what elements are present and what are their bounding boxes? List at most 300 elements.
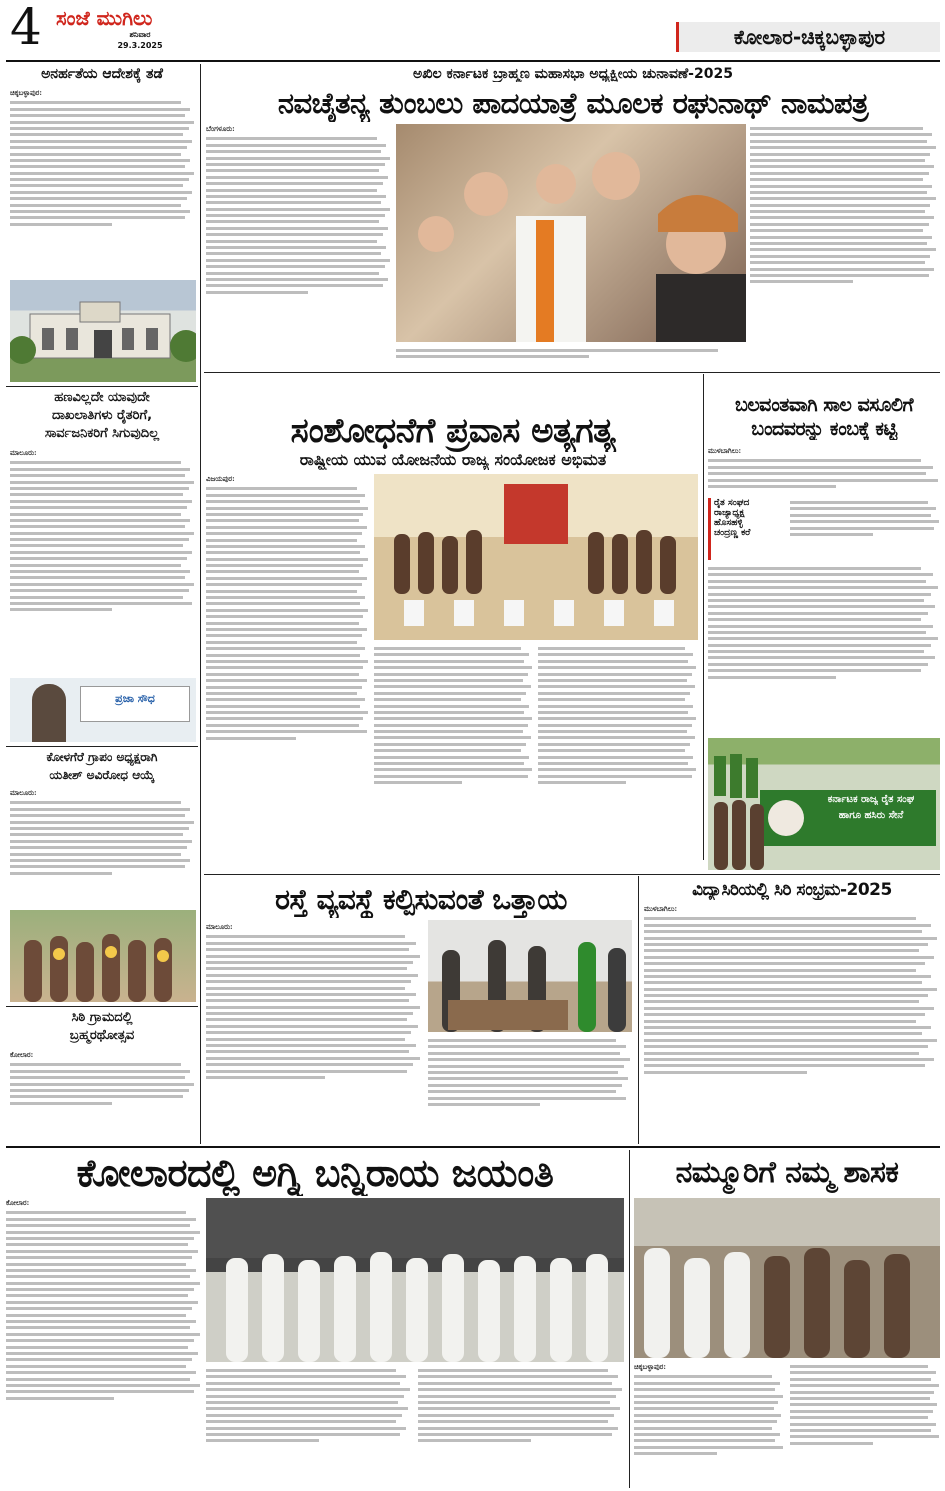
text-line (708, 669, 921, 672)
story1-dateline: ಚಿಕ್ಕಬಳ್ಳಾಪುರ: (10, 88, 42, 97)
text-line (428, 1077, 628, 1080)
text-line (6, 1346, 188, 1349)
text-line (206, 942, 416, 945)
text-line (10, 133, 183, 136)
text-line (374, 705, 529, 708)
text-line (206, 1375, 406, 1378)
text-line (644, 1000, 919, 1003)
text-line (206, 272, 379, 275)
lead-text-2 (396, 349, 746, 358)
lead-kicker: ಅಖಿಲ ಕರ್ನಾಟಕ ಬ್ರಾಹ್ಮಣ ಮಹಾಸಭಾ ಅಧ್ಯಕ್ಷೀಯ ಚುನಾವಣೆ-2025 (413, 66, 733, 82)
story1-headline: ಅನರ್ಹತೆಯ ಆದೇಶಕ್ಕೆ ತಡೆ (41, 66, 163, 82)
shasaka-body-left (634, 1362, 784, 1488)
text-line (644, 1064, 925, 1067)
text-line (644, 975, 931, 978)
text-line (10, 872, 112, 875)
text-line (10, 519, 190, 522)
text-line (6, 1269, 196, 1272)
text-line (10, 204, 181, 207)
text-line (418, 1369, 608, 1372)
text-line (644, 1052, 919, 1055)
text-line (708, 625, 933, 628)
text-line (10, 223, 112, 226)
issue-date: 29.3.2025 (117, 41, 163, 50)
text-line (644, 1058, 934, 1061)
text-line (206, 201, 381, 204)
text-line (790, 507, 936, 510)
vidyasiri-text (644, 917, 940, 1073)
text-line (634, 1414, 781, 1417)
text-line (374, 685, 531, 688)
loan-text-2 (790, 501, 940, 536)
story2-headline-3: ಸಾರ್ವಜನಿಕರಿಗೆ ಸಿಗುವುದಿಲ್ಲ (44, 426, 160, 441)
text-line (374, 743, 526, 746)
text-line (538, 781, 626, 784)
crowd-meeting-illustration (634, 1198, 940, 1358)
text-line (6, 1358, 192, 1361)
text-line (750, 146, 936, 149)
text-line (644, 924, 931, 927)
text-line (10, 487, 189, 490)
text-line (634, 1407, 774, 1410)
text-line (750, 191, 927, 194)
text-line (206, 673, 359, 676)
text-line (6, 1250, 198, 1253)
text-line (10, 184, 183, 187)
text-line (206, 730, 367, 733)
text-line (790, 533, 873, 536)
text-line (6, 1365, 186, 1368)
text-line (644, 981, 922, 984)
story3-group-photo (10, 910, 196, 1002)
text-line (10, 210, 190, 213)
text-line (538, 717, 696, 720)
loan-text-1 (708, 459, 940, 488)
text-line (374, 679, 523, 682)
text-line (206, 1050, 409, 1053)
text-line (790, 520, 939, 523)
text-line (644, 1020, 916, 1023)
loan-text-3 (708, 567, 940, 679)
text-line (6, 1397, 114, 1400)
text-line (538, 647, 685, 650)
office-meeting-illustration (428, 920, 632, 1032)
story4-text (10, 1063, 196, 1104)
text-line (708, 459, 921, 462)
text-line (418, 1382, 612, 1385)
text-line (634, 1395, 783, 1398)
text-line (428, 1090, 616, 1093)
youth-body-left (206, 474, 370, 858)
text-line (538, 768, 696, 771)
text-line (6, 1314, 186, 1317)
text-line (538, 705, 693, 708)
text-line (206, 698, 365, 701)
text-line (538, 756, 693, 759)
pullquote-line-4: ಚಂದ್ರಣ್ಣ ಕರೆ (714, 528, 751, 538)
text-line (634, 1388, 775, 1391)
text-line (6, 1390, 194, 1393)
road-dateline: ಮಾಲೂರು: (206, 922, 233, 931)
text-line (10, 859, 190, 862)
story2-dateline: ಮಾಲೂರು: (10, 448, 37, 457)
text-line (10, 216, 185, 219)
text-line (206, 1018, 407, 1021)
text-line (538, 724, 692, 727)
text-line (6, 1288, 194, 1291)
text-line (790, 501, 928, 504)
text-line (790, 1403, 937, 1406)
story3-headline-1: ಕೋಳಗೆರೆ ಗ್ರಾಪಂ ಅಧ್ಯಕ್ಷರಾಗಿ (46, 750, 158, 764)
text-line (634, 1427, 772, 1430)
text-line (206, 227, 388, 230)
text-line (418, 1375, 618, 1378)
lead-body-below (396, 346, 746, 368)
banner-text-1: ಕರ್ನಾಟಕ ರಾಜ್ಯ ರೈತ ಸಂಘ (827, 794, 915, 805)
text-line (708, 631, 926, 634)
text-line (206, 935, 405, 938)
text-line (206, 195, 386, 198)
group-photo-illustration (374, 474, 698, 640)
text-line (10, 101, 181, 104)
text-line (206, 980, 411, 983)
text-line (10, 827, 189, 830)
text-line (206, 278, 388, 281)
text-line (428, 1052, 620, 1055)
text-line (206, 1414, 402, 1417)
text-line (10, 1102, 112, 1105)
text-line (708, 676, 836, 679)
agni-dateline: ಕೋಲಾರ: (6, 1198, 30, 1207)
text-line (418, 1427, 618, 1430)
text-line (750, 280, 853, 283)
text-line (10, 1089, 189, 1092)
road-text-1 (206, 935, 422, 1079)
text-line (790, 1410, 933, 1413)
text-line (374, 666, 532, 669)
text-line (708, 644, 931, 647)
text-line (206, 252, 381, 255)
text-line (206, 705, 360, 708)
agni-headline: ಕೋಲಾರದಲ್ಲಿ ಅಗ್ನಿ ಬನ್ನಿರಾಯ ಜಯಂತಿ (76, 1151, 554, 1195)
text-line (750, 216, 934, 219)
text-line (790, 1442, 873, 1445)
youth-text-1 (206, 487, 370, 739)
text-line (10, 532, 194, 535)
text-line (538, 679, 687, 682)
text-line (206, 1401, 398, 1404)
lead-photo (396, 124, 746, 342)
text-line (10, 583, 194, 586)
youth-headline: ಸಂಶೋಧನೆಗೆ ಪ್ರವಾಸ ಅತ್ಯಗತ್ಯ (290, 411, 616, 451)
text-line (374, 736, 531, 739)
youth-subhead: ರಾಷ್ಟ್ರೀಯ ಯುವ ಯೋಜನೆಯ ರಾಜ್ಯ ಸಂಯೋಜಕ ಅಭಿಮತ (299, 450, 607, 469)
lead-body-right (750, 124, 938, 368)
text-line (206, 590, 357, 593)
text-line (206, 679, 367, 682)
text-line (374, 647, 521, 650)
text-line (644, 949, 919, 952)
text-line (6, 1243, 188, 1246)
text-line (428, 1045, 626, 1048)
text-line (206, 1433, 400, 1436)
text-line (206, 955, 420, 958)
text-line (6, 1256, 192, 1259)
banner-text-2: ಹಾಗೂ ಹಸಿರು ಸೇನೆ (838, 810, 904, 821)
text-line (10, 801, 181, 804)
youth-body-mid (374, 644, 534, 858)
page-number: 4 (10, 0, 42, 56)
text-line (10, 814, 185, 817)
lead-text-1 (206, 137, 392, 293)
text-line (708, 586, 938, 589)
road-text-2 (428, 1039, 632, 1106)
text-line (708, 573, 933, 576)
text-line (750, 127, 923, 130)
text-line (790, 527, 934, 530)
vidyasiri-dateline: ಮುಳಬಾಗಿಲು: (644, 904, 678, 913)
story1-text (10, 101, 196, 225)
text-line (206, 545, 365, 548)
text-line (374, 711, 524, 714)
text-line (418, 1433, 612, 1436)
text-line (206, 1382, 400, 1385)
story2-body (10, 448, 196, 674)
lead-dateline: ಬೆಂಗಳೂರು: (206, 124, 235, 133)
text-line (374, 717, 532, 720)
text-line (708, 479, 938, 482)
section-tab (676, 22, 940, 52)
text-line (538, 692, 690, 695)
text-line (206, 654, 360, 657)
lead-headline: ನವಚೈತನ್ಯ ತುಂಬಲು ಪಾದಯಾತ್ರೆ ಮೂಲಕ ರಘುನಾಥ್ ನಾಮಪತ್ರ (277, 86, 869, 120)
text-line (750, 261, 925, 264)
text-line (206, 169, 379, 172)
text-line (206, 564, 363, 567)
text-line (206, 189, 377, 192)
text-line (206, 602, 360, 605)
text-line (10, 493, 183, 496)
text-line (644, 1007, 934, 1010)
text-line (6, 1333, 200, 1336)
text-line (538, 749, 685, 752)
text-line (206, 1038, 405, 1041)
text-line (708, 618, 921, 621)
text-line (6, 1218, 196, 1221)
text-line (10, 846, 187, 849)
text-line (206, 265, 385, 268)
text-line (206, 993, 416, 996)
text-line (708, 663, 928, 666)
text-line (538, 660, 688, 663)
road-headline: ರಸ್ತೆ ವ್ಯವಸ್ಥೆ ಕಲ್ಪಿಸುವಂತೆ ಒತ್ತಾಯ (275, 883, 567, 916)
story2-headline-2: ದಾಖಲಾತಿಗಳು ರೈತರಿಗೆ, (51, 408, 153, 423)
text-line (538, 711, 688, 714)
text-line (428, 1058, 630, 1061)
text-line (538, 673, 692, 676)
text-line (206, 1070, 407, 1073)
text-line (206, 157, 390, 160)
text-line (418, 1439, 531, 1442)
text-line (374, 781, 462, 784)
text-line (10, 840, 192, 843)
text-line (10, 1063, 181, 1066)
text-line (206, 1063, 413, 1066)
loan-body-top (708, 446, 940, 494)
text-line (206, 182, 383, 185)
text-line (644, 962, 925, 965)
shasaka-dateline: ಚಿಕ್ಕಬಳ್ಳಾಪುರ: (634, 1362, 666, 1371)
text-line (396, 355, 589, 358)
text-line (206, 1427, 406, 1430)
text-line (6, 1275, 190, 1278)
text-line (708, 650, 924, 653)
text-line (6, 1237, 194, 1240)
text-line (10, 1095, 183, 1098)
text-line (206, 577, 367, 580)
agni-body-left (6, 1198, 202, 1488)
story1-photo (10, 280, 196, 382)
text-line (374, 698, 521, 701)
agni-body-mid (206, 1366, 412, 1488)
text-line (10, 551, 192, 554)
text-line (708, 612, 928, 615)
text-line (206, 1012, 413, 1015)
text-line (206, 1395, 404, 1398)
shasaka-photo (634, 1198, 940, 1358)
text-line (10, 608, 112, 611)
text-line (206, 513, 363, 516)
road-photo (428, 920, 632, 1032)
text-line (10, 1070, 190, 1073)
text-line (750, 268, 934, 271)
text-line (374, 673, 528, 676)
text-line (538, 743, 690, 746)
text-line (10, 474, 185, 477)
text-line (750, 242, 927, 245)
text-line (6, 1352, 198, 1355)
text-line (750, 229, 923, 232)
text-line (206, 519, 359, 522)
text-line (206, 1407, 408, 1410)
text-line (790, 1397, 930, 1400)
text-line (790, 1371, 936, 1374)
text-line (206, 558, 368, 561)
text-line (206, 532, 362, 535)
text-line (750, 248, 936, 251)
text-line (206, 948, 409, 951)
text-line (206, 1006, 420, 1009)
text-line (10, 127, 189, 130)
pullquote-line-2: ರಾಜ್ಯಾಧ್ಯಕ್ಷ (714, 508, 745, 518)
vidyasiri-body (644, 904, 940, 1140)
text-line (6, 1263, 186, 1266)
text-line (538, 775, 692, 778)
text-line (206, 615, 363, 618)
text-line (6, 1320, 196, 1323)
text-line (206, 686, 362, 689)
text-line (10, 159, 190, 162)
text-line (206, 647, 365, 650)
text-line (6, 1384, 200, 1387)
text-line (644, 956, 934, 959)
text-line (10, 481, 194, 484)
text-line (538, 698, 685, 701)
text-line (790, 1423, 936, 1426)
text-line (6, 1378, 190, 1381)
text-line (206, 1031, 411, 1034)
text-line (10, 564, 181, 567)
text-line (6, 1339, 194, 1342)
text-line (708, 605, 935, 608)
story1-body (10, 88, 196, 278)
text-line (644, 988, 937, 991)
text-line (206, 974, 418, 977)
story2-text (10, 461, 196, 611)
text-line (750, 172, 929, 175)
text-line (750, 133, 932, 136)
text-line (206, 240, 377, 243)
sign-board (80, 686, 190, 722)
agni-text-3 (418, 1369, 624, 1442)
text-line (6, 1301, 198, 1304)
text-line (10, 191, 192, 194)
text-line (790, 1435, 939, 1438)
text-line (206, 1076, 325, 1079)
text-line (10, 178, 189, 181)
agni-body-right (418, 1366, 624, 1488)
text-line (206, 291, 308, 294)
text-line (206, 724, 359, 727)
text-line (750, 178, 923, 181)
text-line (644, 930, 922, 933)
pullquote-line-3: ಹೊಸಹಳ್ಳಿ (714, 518, 743, 528)
text-line (418, 1395, 616, 1398)
text-line (206, 1369, 396, 1372)
text-line (634, 1439, 775, 1442)
text-line (644, 1039, 937, 1042)
text-line (206, 999, 409, 1002)
text-line (10, 589, 189, 592)
text-line (206, 233, 383, 236)
text-line (428, 1039, 616, 1042)
youth-photo (374, 474, 698, 640)
text-line (790, 1416, 928, 1419)
text-line (206, 628, 367, 631)
text-line (644, 917, 916, 920)
text-line (374, 762, 524, 765)
text-line (374, 756, 529, 759)
text-line (10, 544, 183, 547)
text-line (206, 214, 385, 217)
text-line (10, 538, 189, 541)
person-figure (32, 684, 66, 742)
text-line (206, 634, 362, 637)
text-line (6, 1282, 200, 1285)
text-line (206, 987, 405, 990)
text-line (750, 210, 925, 213)
youth-dateline: ವಿಜಯಪುರ: (206, 474, 235, 483)
text-line (206, 967, 407, 970)
shasaka-text-1 (634, 1375, 784, 1455)
story3-text (10, 801, 196, 874)
text-line (750, 165, 934, 168)
text-line (708, 637, 938, 640)
text-line (10, 140, 192, 143)
text-line (634, 1452, 717, 1455)
text-line (708, 656, 935, 659)
text-line (538, 762, 688, 765)
